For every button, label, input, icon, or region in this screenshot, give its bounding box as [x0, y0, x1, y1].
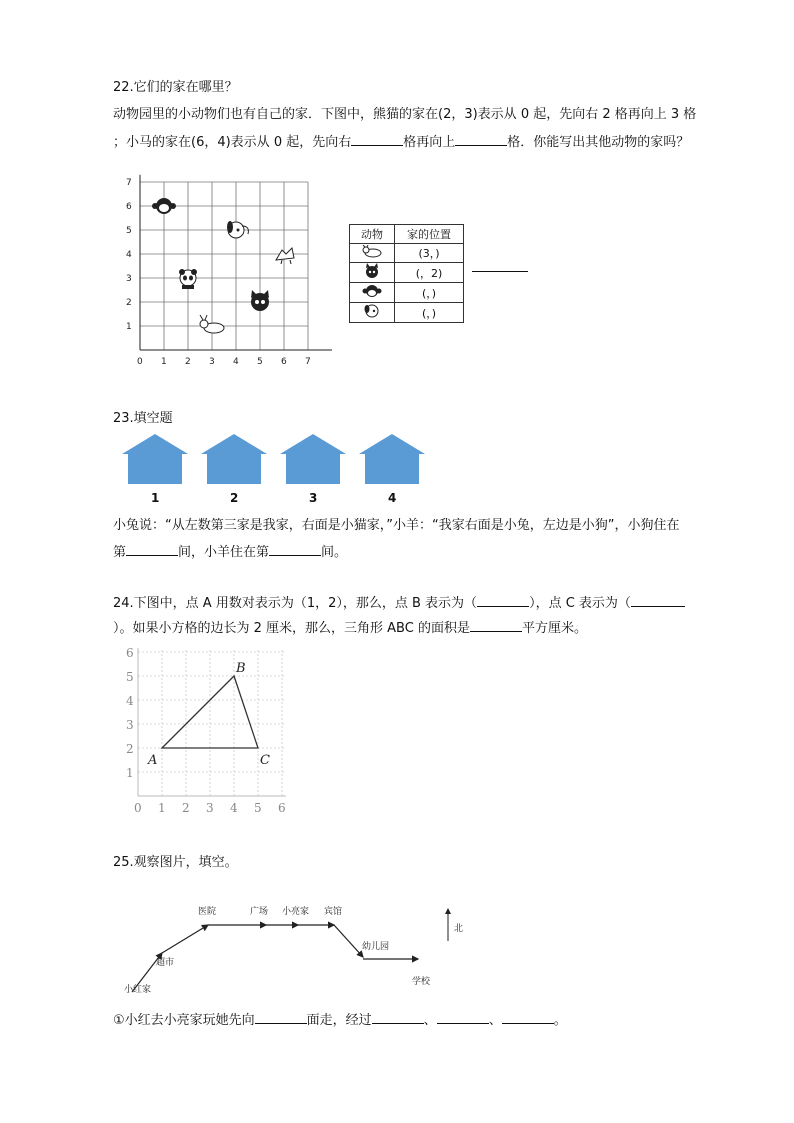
q22-grid-animals: [152, 198, 294, 333]
q24-line1: [113, 592, 685, 614]
x-tick-label: 5: [257, 357, 263, 367]
route-path: [132, 925, 418, 992]
table-pos[interactable]: (，2): [395, 263, 464, 283]
y-tick-label: 6: [126, 648, 134, 660]
x-tick-label: 0: [137, 357, 143, 367]
y-tick-label: 3: [126, 718, 134, 732]
q22-line2: [113, 131, 689, 153]
place-xiaohong-home: 小红家: [124, 985, 152, 995]
q23-blank-sheep[interactable]: [269, 541, 321, 556]
y-tick-label: 1: [126, 766, 134, 780]
y-tick-label: 5: [126, 226, 132, 236]
x-tick-label: 3: [209, 357, 215, 367]
q24-triangle-chart: [118, 648, 298, 818]
q23-line2-c: 间。: [321, 545, 348, 560]
place-supermarket: 超市: [156, 958, 175, 968]
q25-blank-place1[interactable]: [372, 1009, 424, 1024]
q22-title: 22.它们的家在哪里？: [113, 80, 238, 95]
place-kindergarten: 幼儿园: [362, 942, 390, 952]
q23-line2-a: 第: [113, 545, 127, 560]
q22-line1: 动物园里的小动物们也有自己的家．下图中，熊猫的家在(2，3)表示从 0 起，先向右 2 格再向上 3 格: [113, 107, 697, 122]
dog-icon: [350, 303, 395, 323]
x-tick-label: 6: [278, 801, 286, 815]
table-pos[interactable]: (，): [395, 303, 464, 323]
q22-line2-b: 格再向上: [403, 135, 456, 150]
q25-blank-place2[interactable]: [437, 1009, 489, 1024]
q23-title: 23.填空题: [113, 411, 173, 426]
house-label: 1: [151, 491, 160, 505]
x-tick-label: 4: [233, 357, 239, 367]
table-pos[interactable]: (3，): [395, 244, 464, 263]
y-tick-label: 5: [126, 670, 134, 684]
q24-line2-a: ）。如果小方格的边长为 2 厘米，那么，三角形 ABC 的面积是: [113, 621, 470, 636]
q23-line1: 小兔说：“从左数第三家是我家，右面是小猫家，”小羊：“我家右面是小兔，左边是小狗”，小狗住在: [113, 518, 680, 533]
q22-grid-chart: [110, 170, 340, 370]
table-row: [350, 283, 464, 303]
q25-question-a: ①小红去小亮家玩她先向: [113, 1013, 255, 1028]
x-tick-label: 3: [206, 801, 214, 815]
cat-icon: [350, 263, 395, 283]
y-tick-label: 7: [126, 178, 132, 188]
y-tick-label: 3: [126, 274, 132, 284]
q22-table: [349, 224, 464, 323]
q25-route-map: [118, 895, 478, 1000]
q23-line2-b: 间，小羊住在第: [178, 545, 270, 560]
place-xiaoliang-home: 小亮家: [282, 907, 310, 917]
place-hospital: 医院: [198, 907, 217, 917]
q22-blank-right[interactable]: [351, 131, 403, 146]
q25-question-b: 面走，经过: [306, 1013, 372, 1028]
table-row: [350, 244, 464, 263]
q23-blank-dog[interactable]: [126, 541, 178, 556]
q22-answer-line[interactable]: [472, 271, 528, 272]
y-tick-label: 6: [126, 202, 132, 212]
place-square: 广场: [250, 907, 269, 917]
q22-blank-up[interactable]: [455, 131, 507, 146]
q24-line2-b: 平方厘米。: [521, 621, 587, 636]
point-c-label: C: [260, 753, 270, 768]
q25-question: ①小红去小亮家玩她先向 面走，经过 、 、 。: [113, 1009, 567, 1031]
north-arrow-icon: [448, 909, 463, 941]
table-pos[interactable]: (，): [395, 283, 464, 303]
horse-icon: [276, 248, 294, 264]
y-tick-label: 4: [126, 694, 134, 708]
q24-blank-area[interactable]: [470, 617, 522, 632]
y-tick-label: 4: [126, 250, 132, 260]
table-header-animal: 动物: [350, 225, 395, 244]
y-tick-label: 1: [126, 322, 132, 332]
rabbit-icon: [350, 244, 395, 263]
house-2: [201, 434, 267, 484]
house-label: 3: [309, 491, 318, 505]
q25-sep: 、: [423, 1013, 437, 1028]
panda-icon: [179, 269, 197, 289]
house-1: [122, 434, 188, 484]
house-4: [359, 434, 425, 484]
y-tick-label: 2: [126, 298, 132, 308]
table-header-position: 家的位置: [395, 225, 464, 244]
q25-blank-place3[interactable]: [502, 1009, 554, 1024]
q24-blank-c[interactable]: [631, 592, 685, 607]
x-tick-label: 1: [158, 801, 166, 815]
q24-line2: [113, 617, 587, 639]
q25-blank-direction[interactable]: [255, 1009, 307, 1024]
x-tick-label: 0: [134, 801, 142, 815]
x-tick-label: 2: [185, 357, 191, 367]
house-3: [280, 434, 346, 484]
q24-line1-b: ），点 C 表示为（: [529, 596, 631, 611]
monkey-icon: [152, 198, 176, 214]
point-b-label: B: [236, 661, 246, 676]
x-tick-label: 7: [305, 357, 311, 367]
q25-title: 25.观察图片，填空。: [113, 855, 238, 870]
q24-line1-a: 24.下图中，点 A 用数对表示为（1，2），那么，点 B 表示为（: [113, 596, 478, 611]
place-school: 学校: [412, 977, 431, 987]
x-tick-label: 2: [182, 801, 190, 815]
monkey-icon: [350, 283, 395, 303]
cat-icon: [251, 290, 269, 311]
x-tick-label: 1: [161, 357, 167, 367]
q23-houses: [118, 432, 438, 508]
y-tick-label: 2: [126, 742, 134, 756]
q25-sep: 、: [488, 1013, 502, 1028]
x-tick-label: 6: [281, 357, 287, 367]
dog-icon: [227, 221, 248, 238]
table-row: [350, 263, 464, 283]
house-label: 2: [230, 491, 239, 505]
q22-line2-a: ；小马的家在(6，4)表示从 0 起，先向右: [113, 135, 352, 150]
north-label: 北: [454, 924, 464, 934]
place-hotel: 宾馆: [324, 907, 343, 917]
q22-line2-c: 格．你能写出其他动物的家吗？: [507, 135, 690, 150]
x-tick-label: 5: [254, 801, 262, 815]
q24-blank-b[interactable]: [477, 592, 529, 607]
point-a-label: A: [148, 753, 158, 768]
x-tick-label: 4: [230, 801, 238, 815]
house-label: 4: [388, 491, 397, 505]
table-row: [350, 303, 464, 323]
q23-line2: [113, 541, 347, 563]
